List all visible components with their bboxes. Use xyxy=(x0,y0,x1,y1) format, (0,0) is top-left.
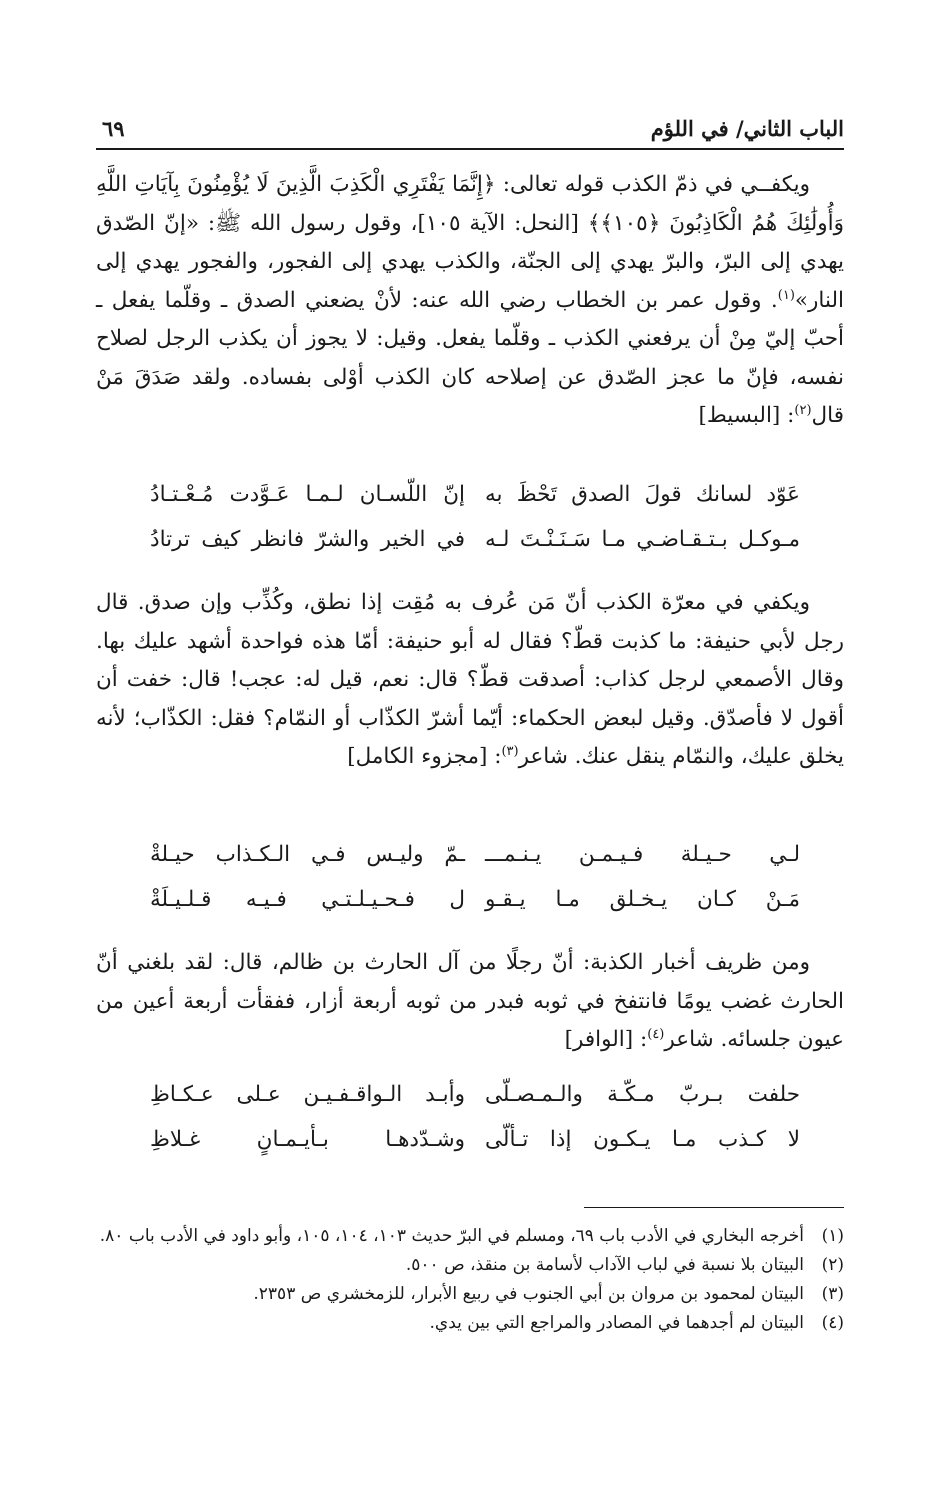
footnote xyxy=(96,1222,844,1251)
footnote-number: (١) xyxy=(821,1226,844,1246)
footnote-ref-4: (٤) xyxy=(647,1026,665,1042)
paragraph-2-text-b: : xyxy=(487,744,502,769)
verse-line xyxy=(150,482,800,527)
running-header xyxy=(96,112,844,150)
footnote-ref-1: (١) xyxy=(777,287,795,303)
page-number: ٦٩ xyxy=(102,116,125,141)
footnote-text: البيتان لمحمود بن مروان بن أبي الجنوب في ربيع الأبرار، للزمخشري ص ٢٣٥٣. xyxy=(253,1284,804,1304)
paragraph-1 xyxy=(96,166,844,436)
paragraph-3 xyxy=(96,944,844,1060)
footnote-text: البيتان بلا نسبة في لباب الآداب لأسامة بن منقذ، ص ٥٠٠. xyxy=(405,1255,804,1275)
verse-line xyxy=(150,527,800,572)
footnotes xyxy=(96,1222,844,1338)
verse-first-hemistich: لا كـذب مـا يـكـون إذا تـألّى xyxy=(485,1127,800,1152)
verse-second-hemistich: في الخير والشرّ فانظر كيف ترتادُ xyxy=(150,527,465,552)
verse-line xyxy=(150,887,800,932)
poem-1 xyxy=(150,482,800,572)
footnote-ref-3: (٣) xyxy=(501,743,519,759)
verse-first-hemistich: مـوكـل بـتـقـاضـي مـا سَـنَـنْـتَ لـه xyxy=(485,527,800,552)
verse-first-hemistich: عَوّد لسانك قولَ الصدق تَحْظَ به xyxy=(485,482,800,507)
poem-3 xyxy=(150,1082,800,1172)
verse-first-hemistich: لـي حـيـلة فـيـمـن يـنـمـــ xyxy=(485,842,800,867)
verse-line xyxy=(150,1127,800,1172)
footnote-number: (٢) xyxy=(821,1255,844,1275)
poetic-meter-label: [البسيط] xyxy=(698,403,781,428)
verse-second-hemistich: وأبـد الـواقـفـيـن عـلى عـكـاظِ xyxy=(150,1082,465,1107)
chapter-title: الباب الثاني/ في اللؤم xyxy=(650,116,844,141)
footnote-number: (٣) xyxy=(821,1284,844,1304)
paragraph-3-text-a: ومن ظريف أخبار الكذبة: أنّ رجلًا من آل الحارث بن ظالم، قال: لقد بلغني أنّ الحارث غضب يومًا فانتفخ في ثوبه فبدر من ثوبه أربعة أزار، ففقأت أربعة أعين من عيون جلسائه. شاعر xyxy=(96,950,844,1052)
paragraph-2-text-a: ويكفي في معرّة الكذب أنّ مَن عُرف به مُقِت إذا نطق، وكُذِّب وإن صدق. قال رجل لأبي حنيفة: ما كذبت قطّ؟ فقال له أبو حنيفة: أمّا هذه فواحدة أشهد عليك بها. وقال الأصمعي لرجل كذاب: أصدقت قطّ؟ قال: نعم، قيل له: عجب! قال: خفت أن أقول لا فأصدّق. وقيل لبعض الحكماء: أيّما أشرّ الكذّاب أو النمّام؟ فقل: الكذّاب؛ لأنه يخلق عليك، والنمّام ينقل عنك. شاعر xyxy=(96,590,844,769)
footnote-text: البيتان لم أجدهما في المصادر والمراجع التي بين يدي. xyxy=(429,1313,804,1333)
verse-first-hemistich: مَـنْ كـان يـخـلق مـا يـقـو xyxy=(485,887,800,912)
footnote xyxy=(96,1309,844,1338)
footnote xyxy=(96,1280,844,1309)
paragraph-1-text-b: . وقول عمر بن الخطاب رضي الله عنه: لأنْ يضعني الصدق ـ وقلّما يفعل ـ أحبّ إليّ مِنْ أن يرفعني الكذب ـ وقلّما يفعل. وقيل: لا يجوز أن يكذب الرجل لصلاح نفسه، فإنّ ما عجز الصّدق عن إصلاحه كان الكذب أوْلى بفساده. ولقد صَدَقَ مَنْ قال xyxy=(96,287,844,428)
footnote-divider xyxy=(584,1207,844,1208)
footnote-number: (٤) xyxy=(821,1313,844,1333)
paragraph-3-text-b: : xyxy=(633,1027,648,1052)
poetic-meter-label: [مجزوء الكامل] xyxy=(347,744,488,769)
footnote-text: أخرجه البخاري في الأدب باب ٦٩، ومسلم في البرّ حديث ١٠٣، ١٠٤، ١٠٥، وأبو داود في الأدب باب ٨٠. xyxy=(99,1226,804,1246)
verse-line xyxy=(150,1082,800,1127)
paragraph-2 xyxy=(96,584,844,777)
verse-second-hemistich: ل فـحـيـلـتـي فـيـه قـلـيـلَةْ xyxy=(150,887,465,912)
poetic-meter-label: [الوافر] xyxy=(564,1027,634,1052)
footnote xyxy=(96,1251,844,1280)
verse-second-hemistich: إنّ اللّسـان لـمـا عَـوَّدت مُـعْـتـادُ xyxy=(150,482,465,507)
verse-first-hemistich: حلفت بـربّ مـكّـة والـمـصـلّى xyxy=(485,1082,800,1107)
paragraph-1-text-c: : xyxy=(780,403,795,428)
verse-line xyxy=(150,842,800,887)
verse-second-hemistich: وشـدّدهـا بـأيـمـانٍ غـلاظِ xyxy=(150,1127,465,1152)
paragraph-1-text-a: ويكفــي في ذمّ الكذب قوله تعالى: ﴿إِنَّمَا يَفْتَرِي الْكَذِبَ الَّذِينَ لَا يُؤْمِنُونَ بِآيَاتِ اللَّهِ وَأُولَٰئِكَ هُمُ الْكَاذِبُونَ ﴿١٠٥﴾﴾ [النحل: الآية ١٠٥]، وقول رسول الله ﷺ: «إنّ الصّدق يهدي إلى البرّ، والبرّ يهدي إلى الجنّة، والكذب يهدي إلى الفجور، والفجور يهدي إلى النار» xyxy=(96,172,845,313)
poem-2 xyxy=(150,842,800,932)
verse-second-hemistich: ـمّ وليـس فـي الـكـذاب حيـلةْ xyxy=(150,842,465,867)
footnote-ref-2: (٢) xyxy=(794,402,812,418)
